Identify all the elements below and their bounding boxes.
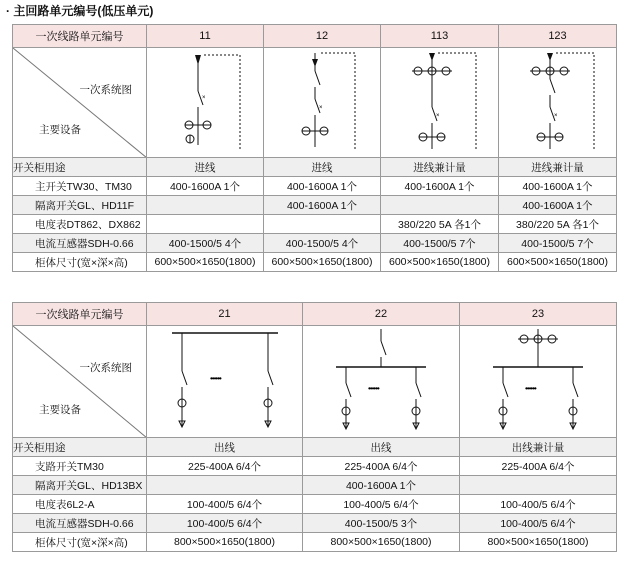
diag-label-system: 一次系统图: [79, 362, 132, 374]
row-label: 隔离开关GL、HD13BX: [13, 476, 147, 495]
table-row: [13, 476, 617, 495]
diagonal-line: [13, 326, 147, 438]
table-cell: [147, 215, 264, 234]
table-low-voltage-incoming: [12, 24, 617, 272]
table-cell: 225-400A 6/4个: [303, 457, 460, 476]
table-cell: 225-400A 6/4个: [147, 457, 303, 476]
diag-label-system: 一次系统图: [79, 84, 132, 96]
svg-text:×: ×: [553, 112, 558, 119]
table-row: [13, 253, 617, 272]
table-cell: 600×500×1650(1800): [381, 253, 499, 272]
column-header-123: 123: [499, 25, 617, 48]
table-cell: 400-1500/5 7个: [499, 234, 617, 253]
schematic-23: [460, 326, 617, 438]
table-row: [13, 438, 617, 457]
table-cell: 400-1600A 1个: [264, 177, 381, 196]
row-label: 隔离开关GL、HD11F: [13, 196, 147, 215]
table-row: [13, 158, 617, 177]
schematic-11: [147, 48, 264, 158]
diagonal-header-cell: [13, 326, 147, 438]
table-cell: 800×500×1650(1800): [147, 533, 303, 552]
schematic-113-diagram: [384, 49, 496, 157]
table-cell: 400-1600A 1个: [303, 476, 460, 495]
schematic-123: [499, 48, 617, 158]
page-title: · 主回路单元编号(低压单元): [6, 4, 154, 18]
table-cell: [147, 476, 303, 495]
row-label: 支路开关TM30: [13, 457, 147, 476]
table-row: [13, 514, 617, 533]
table-cell: 100-400/5 6/4个: [147, 495, 303, 514]
row-label: 开关柜用途: [13, 438, 147, 457]
table-cell: 800×500×1650(1800): [460, 533, 617, 552]
table-cell: [460, 476, 617, 495]
table-cell: 出线: [303, 438, 460, 457]
table-cell: 100-400/5 6/4个: [460, 495, 617, 514]
row-label: 电度表6L2-A: [13, 495, 147, 514]
table-cell: 600×500×1650(1800): [499, 253, 617, 272]
table-cell: 400-1500/5 3个: [303, 514, 460, 533]
schematic-11-diagram: [150, 49, 260, 157]
schematic-22-diagram: [306, 327, 456, 437]
row-label: 电流互感器SDH-0.66: [13, 234, 147, 253]
table-cell: 400-1600A 1个: [147, 177, 264, 196]
table-cell: 600×500×1650(1800): [264, 253, 381, 272]
column-header-113: 113: [381, 25, 499, 48]
schematic-21-diagram: [150, 327, 300, 437]
table-cell: [264, 215, 381, 234]
column-header-12: 12: [264, 25, 381, 48]
schematic-123-diagram: [502, 49, 614, 157]
schematic-12: [264, 48, 381, 158]
svg-text:••••••: ••••••: [368, 383, 379, 393]
table-cell: [381, 196, 499, 215]
table-cell: 出线: [147, 438, 303, 457]
row-label: 开关柜用途: [13, 158, 147, 177]
table-cell: 400-1600A 1个: [264, 196, 381, 215]
table-cell: 380/220 5A 各1个: [499, 215, 617, 234]
column-header-label: 一次线路单元编号: [13, 25, 147, 48]
table-cell: 进线: [147, 158, 264, 177]
table-row: [13, 457, 617, 476]
table-cell: 600×500×1650(1800): [147, 253, 264, 272]
diag-label-equipment: 主要设备: [39, 124, 81, 136]
schematic-23-diagram: [463, 327, 613, 437]
schematic-21: [147, 326, 303, 438]
svg-text:••••••: ••••••: [525, 383, 536, 393]
table-row: [13, 196, 617, 215]
schematic-12-diagram: [267, 49, 377, 157]
column-header-11: 11: [147, 25, 264, 48]
table-cell: 出线兼计量: [460, 438, 617, 457]
table-row: [13, 533, 617, 552]
table-cell: 400-1600A 1个: [499, 177, 617, 196]
svg-text:×: ×: [202, 94, 206, 101]
diagonal-line: [13, 48, 147, 158]
column-header-label: 一次线路单元编号: [13, 303, 147, 326]
svg-text:••••••: ••••••: [209, 373, 221, 383]
diag-label-equipment: 主要设备: [39, 404, 81, 416]
row-label: 电流互感器SDH-0.66: [13, 514, 147, 533]
schematic-22: [303, 326, 460, 438]
table-cell: 100-400/5 6/4个: [303, 495, 460, 514]
column-header-22: 22: [303, 303, 460, 326]
table-cell: 进线: [264, 158, 381, 177]
diagonal-header-cell: [13, 48, 147, 158]
table-cell: 100-400/5 6/4个: [460, 514, 617, 533]
table-cell: 800×500×1650(1800): [303, 533, 460, 552]
table-cell: 进线兼计量: [499, 158, 617, 177]
table-cell: [147, 196, 264, 215]
table-cell: 400-1600A 1个: [381, 177, 499, 196]
table-low-voltage-outgoing: [12, 302, 617, 552]
column-header-23: 23: [460, 303, 617, 326]
svg-text:×: ×: [435, 112, 440, 119]
table-cell: 225-400A 6/4个: [460, 457, 617, 476]
table-cell: 400-1500/5 4个: [147, 234, 264, 253]
column-header-21: 21: [147, 303, 303, 326]
table-cell: 380/220 5A 各1个: [381, 215, 499, 234]
table-row: [13, 495, 617, 514]
table-cell: 进线兼计量: [381, 158, 499, 177]
table-cell: 100-400/5 6/4个: [147, 514, 303, 533]
row-label: 电度表DT862、DX862: [13, 215, 147, 234]
table-row: [13, 234, 617, 253]
table-cell: 400-1500/5 7个: [381, 234, 499, 253]
schematic-113: [381, 48, 499, 158]
table-cell: 400-1500/5 4个: [264, 234, 381, 253]
svg-text:×: ×: [319, 104, 323, 111]
row-label: 主开关TW30、TM30: [13, 177, 147, 196]
table-row: [13, 215, 617, 234]
table-cell: 400-1600A 1个: [499, 196, 617, 215]
table-row: [13, 177, 617, 196]
row-label: 柜体尺寸(宽×深×高): [13, 533, 147, 552]
row-label: 柜体尺寸(宽×深×高): [13, 253, 147, 272]
